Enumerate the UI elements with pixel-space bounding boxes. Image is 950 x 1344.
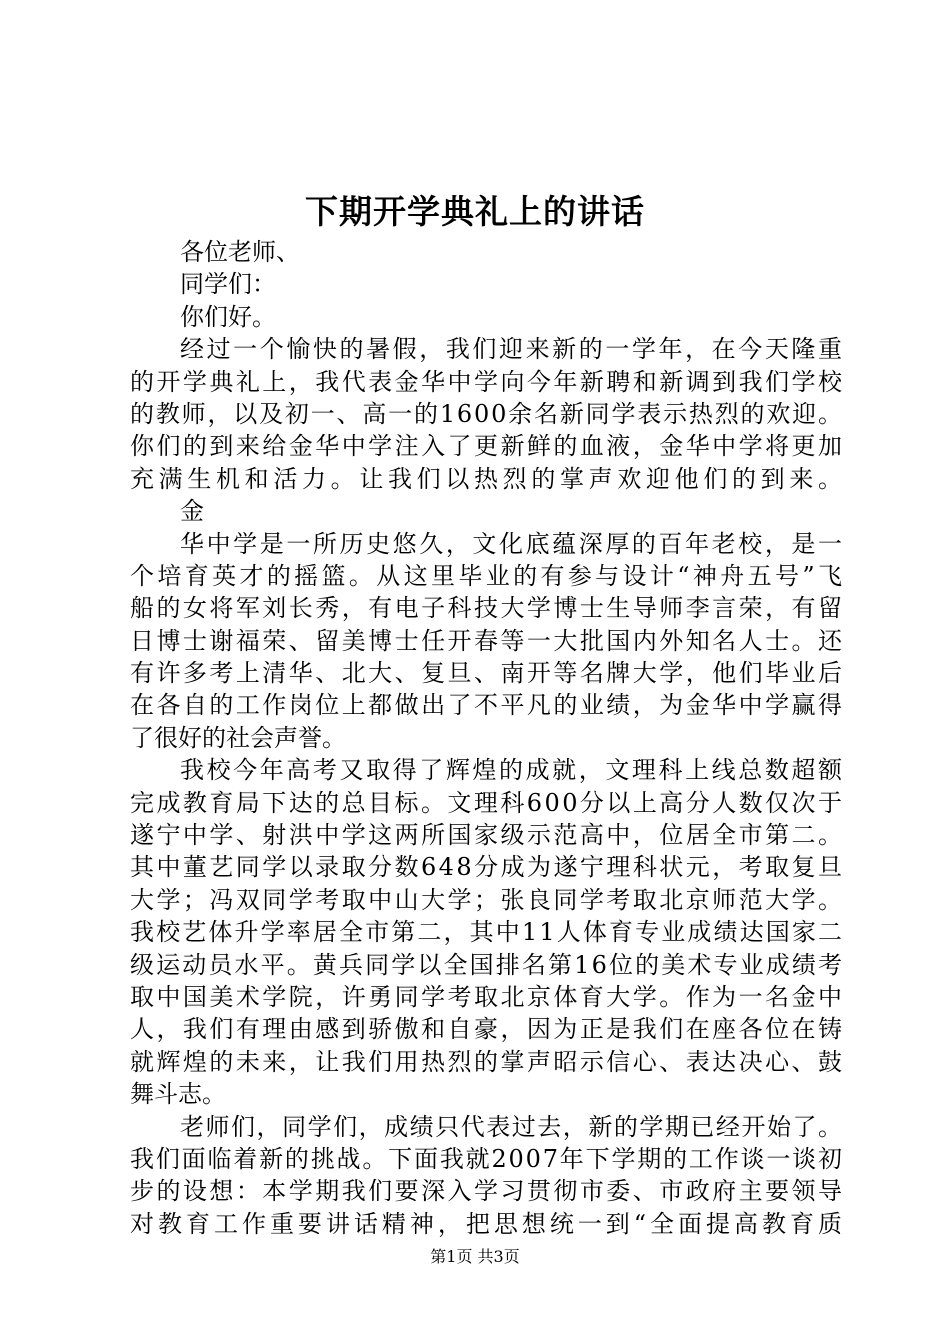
- text-line: 充满生机和活力。让我们以热烈的掌声欢迎他们的到来。: [130, 464, 847, 493]
- document-body: [130, 236, 847, 1240]
- text-line: 你们的到来给金华中学注入了更新鲜的血液，金华中学将更加: [130, 432, 845, 461]
- text-line: 舞斗志。: [130, 1080, 226, 1109]
- text-line: 就辉煌的未来，让我们用热烈的掌声昭示信心、表达决心、鼓: [130, 1047, 845, 1076]
- text-line: 大学；冯双同学考取中山大学；张良同学考取北京师范大学。: [130, 885, 845, 914]
- text-line: 的教师，以及初一、高一的1600余名新同学表示热烈的欢迎。: [130, 399, 844, 428]
- page-title: 下期开学典礼上的讲话: [305, 192, 645, 231]
- text-line: 了很好的社会声誉。: [130, 723, 346, 752]
- text-line: 金: [180, 497, 204, 526]
- text-line: 人，我们有理由感到骄傲和自豪，因为正是我们在座各位在铸: [130, 1015, 845, 1044]
- text-line: 取中国美术学院，许勇同学考取北京体育大学。作为一名金中: [130, 982, 845, 1011]
- text-line: 完成教育局下达的总目标。文理科600分以上高分人数仅次于: [130, 788, 845, 817]
- text-line: 有许多考上清华、北大、复旦、南开等名牌大学，他们毕业后: [130, 659, 845, 688]
- text-line: 你们好。: [180, 302, 276, 331]
- text-line: 经过一个愉快的暑假，我们迎来新的一学年，在今天隆重: [180, 335, 845, 364]
- text-line: 船的女将军刘长秀，有电子科技大学博士生导师李言荣，有留: [130, 594, 845, 623]
- text-line: 我们面临着新的挑战。下面我就2007年下学期的工作谈一谈初: [130, 1144, 844, 1173]
- text-line: 其中董艺同学以录取分数648分成为遂宁理科状元，考取复旦: [130, 853, 845, 882]
- text-line: 同学们：: [180, 270, 276, 299]
- text-line: 步的设想：本学期我们要深入学习贯彻市委、市政府主要领导: [130, 1177, 845, 1206]
- text-line: 老师们，同学们，成绩只代表过去，新的学期已经开始了。: [180, 1112, 844, 1141]
- text-line: 个培育英才的摇篮。从这里毕业的有参与设计“神舟五号”飞: [130, 561, 846, 590]
- page-footer: 第1页 共3页: [430, 1247, 520, 1266]
- text-line: 遂宁中学、射洪中学这两所国家级示范高中，位居全市第二。: [130, 821, 845, 850]
- text-line: 日博士谢福荣、留美博士任开春等一大批国内外知名人士。还: [130, 626, 845, 655]
- text-line: 各位老师、: [180, 238, 300, 266]
- text-line: 的开学典礼上，我代表金华中学向今年新聘和新调到我们学校: [130, 367, 845, 396]
- text-line: 在各自的工作岗位上都做出了不平凡的业绩，为金华中学赢得: [130, 691, 845, 720]
- text-line: 华中学是一所历史悠久，文化底蕴深厚的百年老校，是一: [180, 529, 845, 558]
- text-line: 级运动员水平。黄兵同学以全国排名第16位的美术专业成绩考: [130, 950, 845, 979]
- text-line: 我校艺体升学率居全市第二，其中11人体育专业成绩达国家二: [130, 918, 845, 947]
- text-line: 我校今年高考又取得了辉煌的成就，文理科上线总数超额: [180, 756, 845, 785]
- text-line: 对教育工作重要讲话精神，把思想统一到“全面提高教育质: [130, 1209, 846, 1238]
